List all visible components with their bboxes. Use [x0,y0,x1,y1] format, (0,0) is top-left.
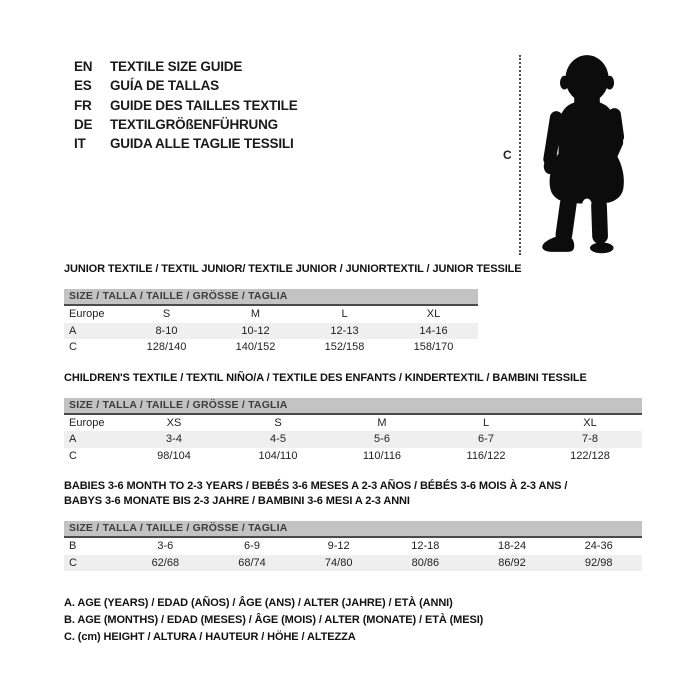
row-cell: 14-16 [419,324,448,337]
size-header-bar: SIZE / TALLA / TAILLE / GRÖSSE / TAGLIA [64,289,478,306]
row-cell: 140/152 [235,341,276,353]
row-cell: 18-24 [497,540,527,552]
row-cell: 104/110 [258,449,298,462]
language-code: DE [74,116,93,132]
row-label: C [69,341,77,353]
language-row [74,96,298,115]
note-line: C. (cm) HEIGHT / ALTURA / HAUTEUR / HÖHE / ALTEZZA [64,631,356,643]
row-label: B [69,540,77,552]
size-table [64,479,642,571]
language-code: IT [74,136,86,152]
note-line: A. AGE (YEARS) / EDAD (AÑOS) / ÂGE (ANS) / ALTER (JAHRE) / ETÀ (ANNI) [64,597,453,609]
table-title-line: BABYS 3-6 MONATE BIS 2-3 JAHRE / BAMBINI 3-6 MESI A 2-3 ANNI [64,495,410,507]
table-row [64,555,642,572]
table-row [64,448,642,465]
row-cell: L [482,416,490,429]
size-table [64,262,522,356]
row-cell: S [274,416,282,429]
height-dashed-line [519,55,521,255]
row-cell: M [250,308,261,320]
row-cell: 92/98 [584,556,613,569]
table-row [64,431,642,448]
table-title [64,479,642,509]
baby-silhouette-image [529,52,647,254]
row-cell: 68/74 [238,556,266,569]
row-cell: XS [166,416,182,429]
row-cell: 128/140 [146,341,187,353]
row-cell: 8-10 [155,324,178,337]
row-label: Europe [69,308,105,320]
table-title [64,262,522,277]
row-cell: 7-8 [582,433,598,445]
table-title [64,371,642,386]
language-label: TEXTILE SIZE GUIDE [110,59,243,74]
row-cell: 152/158 [324,341,365,353]
row-cell: S [162,308,171,320]
row-label: C [69,556,77,569]
row-cell: 12-18 [411,540,440,552]
row-cell: 62/68 [151,556,180,569]
size-guide-content [64,262,642,646]
row-cell: 6-7 [478,433,494,445]
row-cell: 98/104 [157,449,191,462]
language-list [74,57,298,153]
row-label: Europe [69,416,105,429]
language-label: GUIDE DES TAILLES TEXTILE [110,97,298,113]
table-title-line: JUNIOR TEXTILE / TEXTIL JUNIOR/ TEXTILE JUNIOR / JUNIORTEXTIL / JUNIOR TESSILE [64,263,522,275]
row-cell: XL [583,416,597,429]
row-cell: M [377,416,387,429]
height-measure-figure [503,52,647,258]
language-row [74,134,298,153]
row-cell: 6-9 [244,540,260,552]
table-title-line: BABIES 3-6 MONTH TO 2-3 YEARS / BEBÉS 3-6 MESES A 2-3 AÑOS / BÉBÉS 3-6 MOIS À 2-3 ANS / [64,480,568,492]
row-cell: 3-4 [166,433,182,445]
row-cell: 74/80 [324,556,353,569]
language-row [74,115,298,134]
language-row [74,57,298,76]
table-row [64,415,642,432]
notes-list [64,595,642,646]
table-row [64,306,478,323]
note-line: B. AGE (MONTHS) / EDAD (MESES) / ÂGE (MOIS) / ALTER (MONATE) / ETÀ (MESI) [64,614,484,626]
size-header-bar: SIZE / TALLA / TAILLE / GRÖSSE / TAGLIA [64,521,642,538]
row-cell: 5-6 [374,433,390,445]
row-cell: 3-6 [157,540,174,552]
row-label: A [69,433,77,445]
row-cell: 80/86 [411,556,440,569]
tables-container [64,262,642,571]
row-cell: 122/128 [570,449,610,462]
row-label: A [69,324,77,337]
row-cell: XL [426,308,441,320]
language-row [74,76,298,95]
row-cell: 158/170 [413,341,454,353]
measure-label-c: C [503,148,512,162]
row-cell: 24-36 [584,540,613,552]
language-code: ES [74,78,92,94]
row-cell: 110/116 [362,449,402,462]
table-row [64,538,642,555]
size-header-bar: SIZE / TALLA / TAILLE / GRÖSSE / TAGLIA [64,398,642,415]
table-row [64,339,478,356]
language-code: FR [74,97,92,113]
language-label: TEXTILGRÖßENFÜHRUNG [110,116,278,132]
table-row [64,323,478,340]
language-label: GUÍA DE TALLAS [110,78,219,94]
row-cell: 10-12 [241,324,270,337]
language-label: GUIDA ALLE TAGLIE TESSILI [110,136,294,152]
size-table [64,371,642,465]
row-cell: 9-12 [327,540,350,552]
row-cell: 86/92 [498,556,526,569]
row-cell: 4-5 [270,433,286,445]
row-cell: 12-13 [330,324,359,337]
row-cell: 116/122 [466,449,506,462]
language-code: EN [74,59,93,74]
row-cell: L [341,308,348,320]
row-label: C [69,449,77,462]
table-title-line: CHILDREN'S TEXTILE / TEXTIL NIÑO/A / TEXTILE DES ENFANTS / KINDERTEXTIL / BAMBINI TESSILE [64,371,587,384]
